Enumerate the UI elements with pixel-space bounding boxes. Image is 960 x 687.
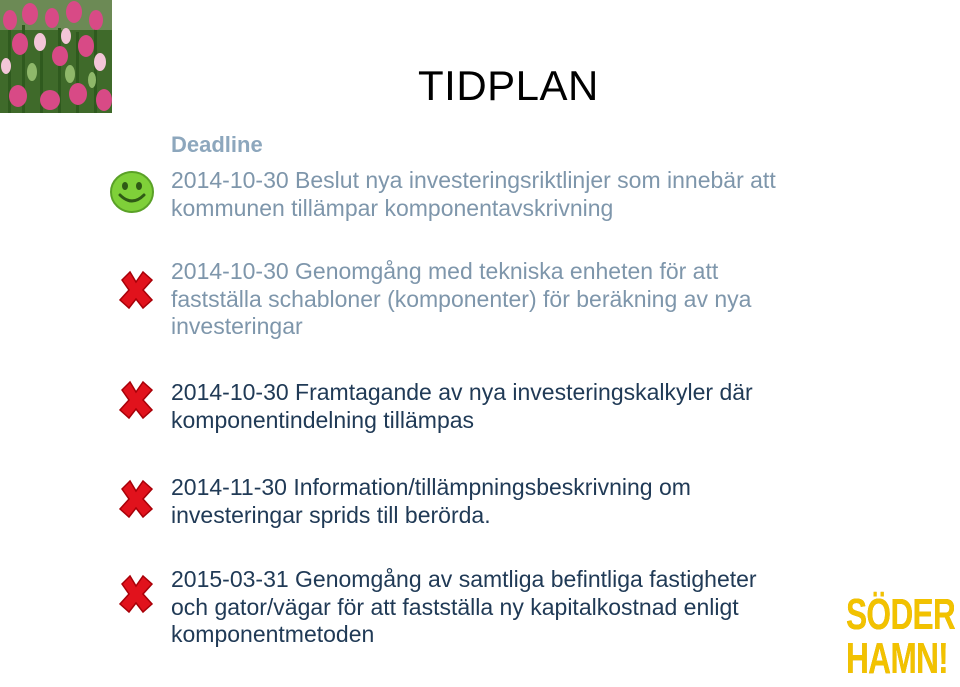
timeline-item: 2014-11-30 Information/tillämpningsbeskrivning om investeringar sprids till berörda.	[171, 474, 691, 528]
smiley-icon	[109, 170, 155, 214]
timeline-item: 2015-03-31 Genomgång av samtliga befintliga fastigheter och gator/vägar för att fastställa ny kapitalkostnad enligt komponentmetoden	[171, 566, 757, 647]
red-x-icon	[116, 380, 156, 420]
logo-line-1: SÖDER	[846, 590, 956, 639]
timeline-item: 2014-10-30 Genomgång med tekniska enheten för att fastställa schabloner (komponenter) för beräkning av nya investeringar	[171, 258, 752, 339]
logo-line-2: HAMN!	[846, 634, 948, 683]
timeline-item: 2014-10-30 Beslut nya investeringsriktlinjer som innebär att kommunen tillämpar komponentavskrivning	[171, 167, 776, 221]
soderhamn-logo	[846, 590, 960, 687]
deadline-heading: Deadline	[171, 132, 263, 157]
red-x-icon	[116, 270, 156, 310]
red-x-icon	[116, 479, 156, 519]
red-x-icon	[116, 574, 156, 614]
timeline-item: 2014-10-30 Framtagande av nya investeringskalkyler där komponentindelning tillämpas	[171, 379, 753, 433]
tulip-photo	[0, 0, 112, 113]
slide-title: TIDPLAN	[418, 62, 599, 109]
